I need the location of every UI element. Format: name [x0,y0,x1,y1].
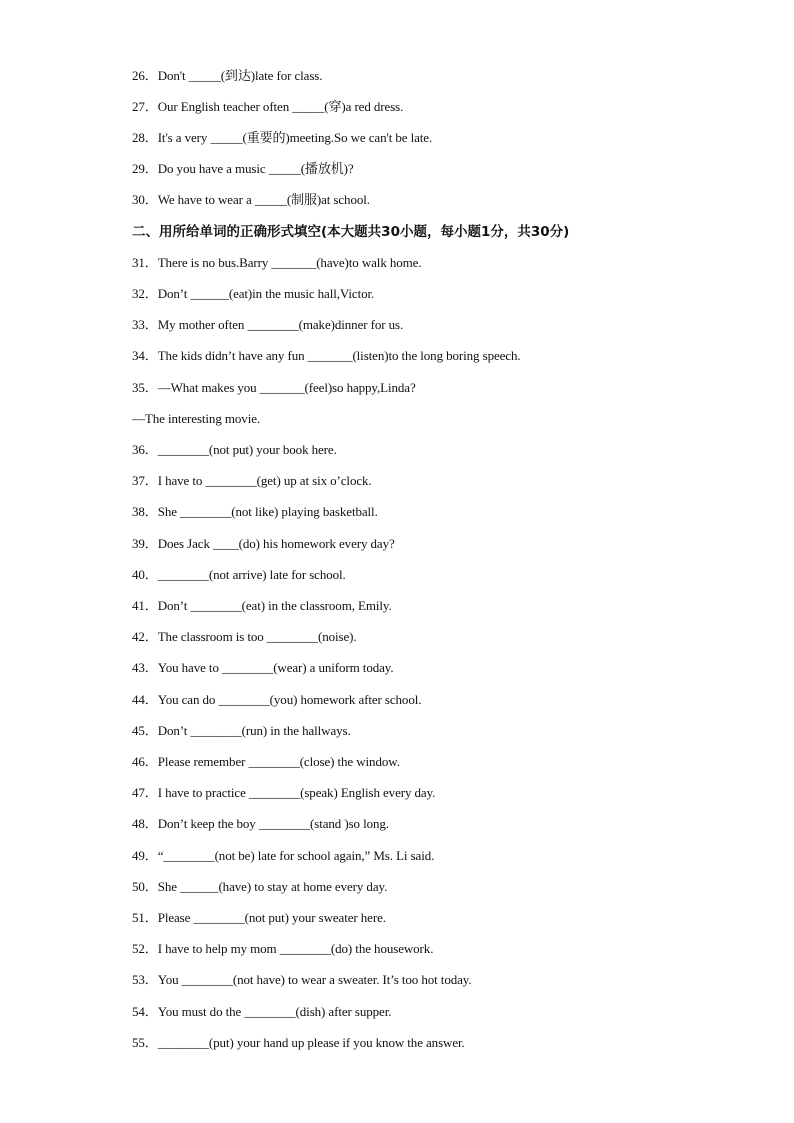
question-55 [132,1035,465,1051]
question-42 [132,629,357,645]
question-text: She ________(not like) playing basketball. [157,504,378,519]
answer-35-line [132,411,260,427]
question-text: Don’t keep the boy ________(stand )so long. [157,816,389,831]
question-number: 31． [132,255,158,270]
question-text: My mother often ________(make)dinner for us. [157,317,404,332]
question-number: 30． [132,192,158,207]
question-number: 37． [132,473,158,488]
question-29 [132,161,354,177]
question-text: Please ________(not put) your sweater here. [157,910,386,925]
question-54 [132,1004,391,1020]
question-48 [132,816,389,832]
question-number: 41． [132,598,158,613]
question-number: 45． [132,723,158,738]
question-text: —What makes you _______(feel)so happy,Linda? [157,380,416,395]
question-number: 48． [132,816,158,831]
question-text: ________(put) your hand up please if you know the answer. [157,1035,465,1050]
question-number: 35． [132,380,158,395]
question-number: 38． [132,504,158,519]
question-number: 44． [132,692,158,707]
question-text: You have to ________(wear) a uniform today. [157,660,394,675]
question-number: 55． [132,1035,158,1050]
question-47 [132,785,435,801]
question-number: 49． [132,848,158,863]
question-53 [132,972,472,988]
question-34 [132,348,521,364]
question-text: Our English teacher often _____(穿)a red dress. [157,99,404,114]
question-number: 28． [132,130,158,145]
question-number: 42． [132,629,158,644]
question-number: 26． [132,68,158,83]
question-number: 46． [132,754,158,769]
question-number: 50． [132,879,158,894]
question-text: —The interesting movie. [132,411,261,426]
question-text: You must do the ________(dish) after supper. [157,1004,392,1019]
question-33 [132,317,403,333]
question-40 [132,567,346,583]
question-text: The classroom is too ________(noise). [157,629,357,644]
question-text: I have to practice ________(speak) English every day. [157,785,436,800]
question-45 [132,723,351,739]
question-number: 33． [132,317,158,332]
question-49 [132,848,434,864]
question-38 [132,504,378,520]
question-50 [132,879,387,895]
question-44 [132,692,421,708]
question-number: 27． [132,99,158,114]
question-36 [132,442,337,458]
question-text: Does Jack ____(do) his homework every day? [157,536,395,551]
question-52 [132,941,433,957]
question-51 [132,910,386,926]
question-text: She ______(have) to stay at home every day. [157,879,388,894]
question-number: 36． [132,442,158,457]
question-28 [132,130,432,146]
question-text: ________(not arrive) late for school. [157,567,346,582]
question-number: 32． [132,286,158,301]
question-32 [132,286,374,302]
question-27 [132,99,403,115]
question-43 [132,660,394,676]
question-text: You can do ________(you) homework after school. [157,692,422,707]
question-text: Don't _____(到达)late for class. [157,68,323,83]
question-text: I have to help my mom ________(do) the housework. [157,941,434,956]
question-text: I have to ________(get) up at six o’clock. [157,473,372,488]
question-39 [132,536,395,552]
section-heading: 二、用所给单词的正确形式填空(本大题共30小题，每小题1分，共30分) [132,224,570,240]
question-text: Don’t ________(eat) in the classroom, Emily. [157,598,392,613]
question-35 [132,380,416,396]
question-text: The kids didn’t have any fun _______(listen)to the long boring speech. [157,348,521,363]
question-number: 53． [132,972,158,987]
question-text: Please remember ________(close) the window. [157,754,400,769]
question-number: 47． [132,785,158,800]
question-41 [132,598,392,614]
question-number: 39． [132,536,158,551]
question-26 [132,68,322,84]
question-number: 51． [132,910,158,925]
question-number: 29． [132,161,158,176]
question-text: ________(not put) your book here. [157,442,337,457]
question-31 [132,255,422,271]
question-text: There is no bus.Barry _______(have)to walk home. [157,255,422,270]
question-number: 43． [132,660,158,675]
question-text: We have to wear a _____(制服)at school. [157,192,370,207]
question-37 [132,473,372,489]
question-number: 52． [132,941,158,956]
question-number: 40． [132,567,158,582]
question-text: Don’t ________(run) in the hallways. [157,723,351,738]
question-number: 34． [132,348,158,363]
question-text: “________(not be) late for school again,” Ms. Li said. [157,848,435,863]
question-46 [132,754,400,770]
question-number: 54． [132,1004,158,1019]
question-text: It's a very _____(重要的)meeting.So we can't be late. [157,130,433,145]
question-text: Don’t ______(eat)in the music hall,Victor. [157,286,375,301]
question-text: Do you have a music _____(播放机)? [157,161,354,176]
question-text: You ________(not have) to wear a sweater. It’s too hot today. [157,972,472,987]
question-30 [132,192,370,208]
